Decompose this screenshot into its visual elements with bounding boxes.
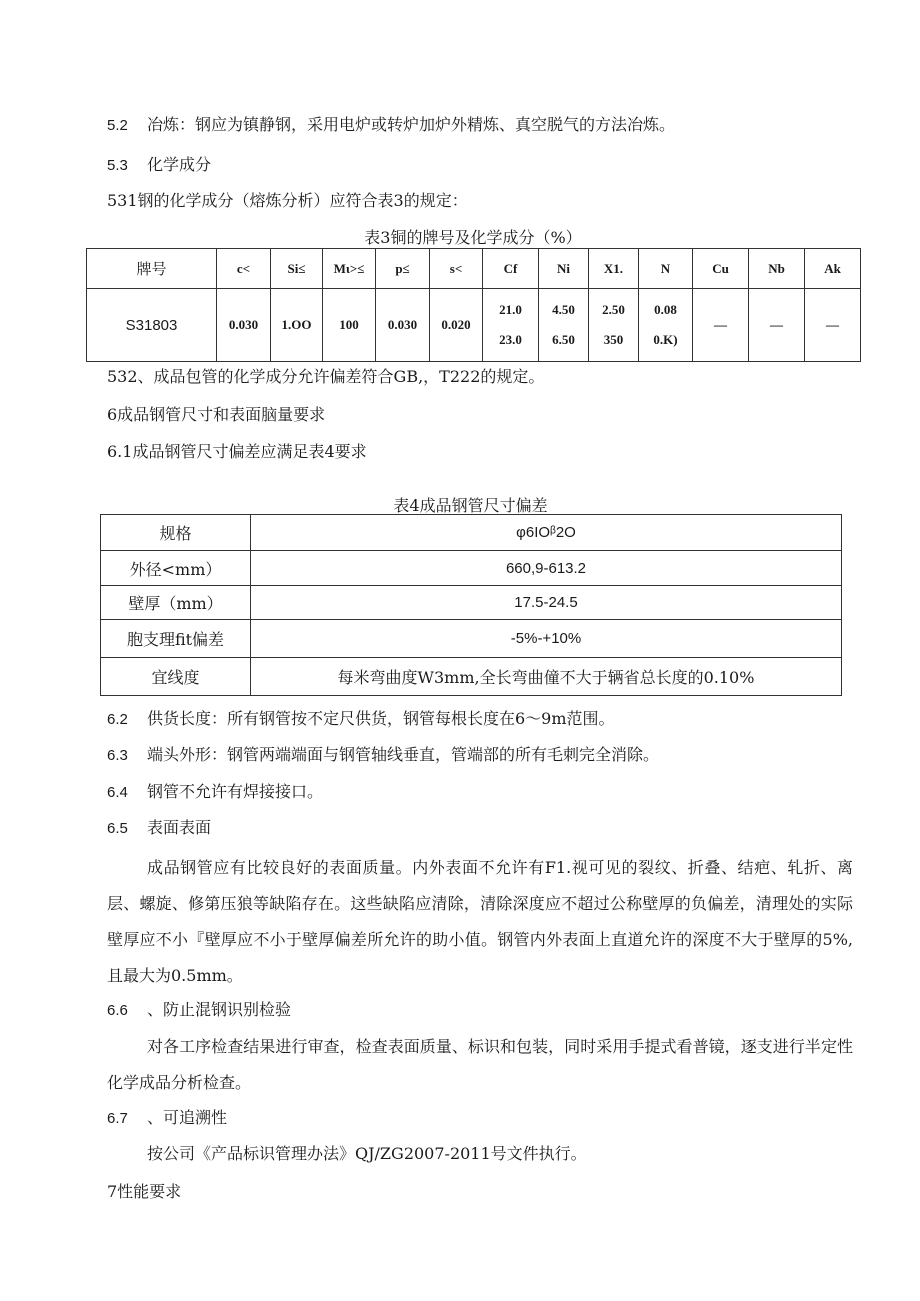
section-6-2	[107, 707, 615, 732]
section-6-5	[107, 816, 211, 841]
section-number: 6.5	[107, 820, 128, 837]
header-cell: Nb	[749, 249, 805, 289]
mo-cell	[589, 289, 639, 362]
row-label: 壁厚（mm）	[101, 586, 251, 620]
header-cell: 牌号	[87, 249, 217, 289]
mo-min: 2.50	[602, 302, 625, 317]
section-number: 6.2	[107, 711, 128, 728]
paragraph-6-5: 成品钢管应有比较良好的表面质量。内外表面不允许有F1.视可见的裂纹、折叠、结疤、轧折、离层、螺旋、修第压狼等缺陷存在。这些缺陷应清除，清除深度应不超过公称壁厚的负偏差，清理处的实际壁厚应不小『壁厚应不小于壁厚偏差所允许的助小值。钢管内外表面上直道允许的深度不大于壁厚的5%,且最大为0.5mm。	[107, 858, 853, 985]
section-6-6	[107, 998, 291, 1023]
section-text: 、可追溯性	[147, 1108, 228, 1127]
row-value: 每米弯曲度W3mm,全长弯曲僮不大于辆省总长度的0.10%	[251, 658, 842, 696]
section-6-4	[107, 780, 323, 805]
table-row	[87, 289, 861, 362]
mo-max: 350	[603, 332, 624, 347]
header-cell: Cf	[483, 249, 539, 289]
section-number: 5.3	[107, 157, 128, 174]
section-text: 化学成分	[147, 155, 212, 174]
table-header-row	[87, 249, 861, 289]
section-number: 6.3	[107, 747, 128, 764]
ni-min: 4.50	[552, 302, 575, 317]
n-min: 0.08	[654, 302, 677, 317]
table-row	[101, 658, 842, 696]
row-value: 660,9-613.2	[251, 551, 842, 586]
section-6-3	[107, 743, 659, 768]
row-value: 17.5-24.5	[251, 586, 842, 620]
section-number: 6.7	[107, 1110, 128, 1127]
table-row	[101, 620, 842, 658]
section-number: 6.4	[107, 784, 128, 801]
table3-caption: 表3铜的牌号及化学成分（%）	[364, 228, 582, 247]
section-number: 6.6	[107, 1002, 128, 1019]
paragraph-6-6: 对各工序检查结果进行审查，检查表面质量、标识和包装，同时采用手提式看普镜，逐支进行半定性化学成品分析检查。	[107, 1037, 853, 1092]
header-cell: Mι>≤	[323, 249, 376, 289]
p-cell: 0.030	[376, 289, 430, 362]
cr-max: 23.0	[499, 332, 522, 347]
table4-caption: 表4成品钢管尺寸偏差	[393, 496, 548, 515]
section-text: 供货长度：所有钢管按不定尺供货，钢管每根长度在6～9m范围。	[147, 709, 615, 728]
chemical-composition-table	[86, 248, 861, 362]
section-5-3-1: 531钢的化学成分（熔炼分析）应符合表3的规定：	[107, 191, 468, 210]
section-6-7	[107, 1106, 227, 1131]
cr-cell	[483, 289, 539, 362]
n-cell	[639, 289, 693, 362]
section-5-3-2: 532、成品包管的化学成分允许偏差符合GB,，T222的规定。	[107, 367, 545, 386]
section-text: 表面表面	[147, 818, 212, 837]
row-value: φ6IOᵝ2O	[251, 515, 842, 551]
section-5-2	[107, 113, 675, 138]
row-label: 胞支理fit偏差	[101, 620, 251, 658]
nb-cell: —	[749, 289, 805, 362]
row-value: -5%-+10%	[251, 620, 842, 658]
header-cell: Ak	[805, 249, 861, 289]
n-max: 0.K)	[653, 332, 678, 347]
section-text: 端头外形：钢管两端端面与钢管轴线垂直，管端部的所有毛刺完全消除。	[147, 745, 660, 764]
header-cell: p≤	[376, 249, 430, 289]
dimension-tolerance-table	[100, 514, 842, 696]
section-text: 钢管不允许有焊接接口。	[147, 782, 324, 801]
section-number: 5.2	[107, 117, 128, 134]
mn-cell: 100	[323, 289, 376, 362]
paragraph-6-7: 按公司《产品标识管理办法》QJ/ZG2007-2011号文件执行。	[147, 1144, 587, 1163]
section-5-3	[107, 153, 211, 178]
si-cell: 1.OO	[271, 289, 323, 362]
table-row	[101, 586, 842, 620]
section-text: 、防止混钢识别检验	[147, 1000, 292, 1019]
header-cell: s<	[430, 249, 483, 289]
header-cell: N	[639, 249, 693, 289]
section-6-1: 6.1成品钢管尺寸偏差应满足表4要求	[107, 442, 367, 461]
ni-max: 6.50	[552, 332, 575, 347]
header-cell: Ni	[539, 249, 589, 289]
header-cell: Si≤	[271, 249, 323, 289]
ni-cell	[539, 289, 589, 362]
section-6: 6成品钢管尺寸和表面脑量要求	[107, 405, 326, 424]
cr-min: 21.0	[499, 302, 522, 317]
brand-cell: S31803	[87, 289, 217, 362]
s-cell: 0.020	[430, 289, 483, 362]
row-label: 宜线度	[101, 658, 251, 696]
table-row	[101, 515, 842, 551]
row-label: 外径<mm）	[101, 551, 251, 586]
c-cell: 0.030	[217, 289, 271, 362]
header-cell: Cu	[693, 249, 749, 289]
section-text: 冶炼：钢应为镇静钢，采用电炉或转炉加炉外精炼、真空脱气的方法冶炼。	[147, 115, 676, 134]
cu-cell: —	[693, 289, 749, 362]
header-cell: c<	[217, 249, 271, 289]
section-7: 7性能要求	[107, 1182, 182, 1201]
table-row	[101, 551, 842, 586]
row-label: 规格	[101, 515, 251, 551]
ak-cell: —	[805, 289, 861, 362]
header-cell: X1.	[589, 249, 639, 289]
